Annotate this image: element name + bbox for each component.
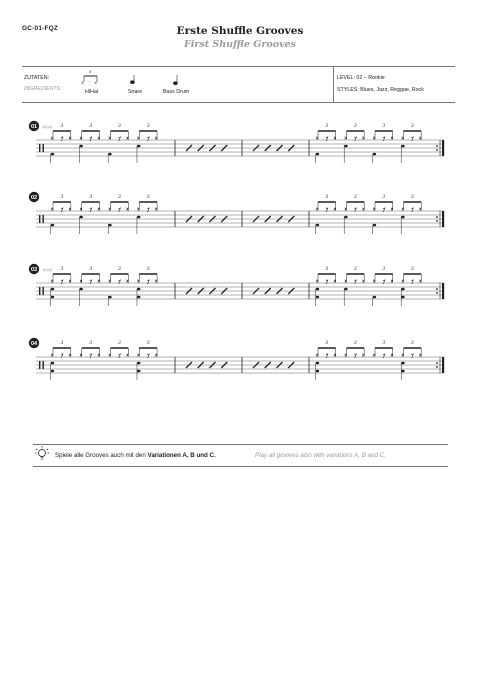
bass-drum-note [373,296,377,299]
snare-note-icon [131,75,135,83]
triplet-number: 3 [410,124,414,129]
tip-text-en: Play all grooves also with variations A, B and C. [255,452,386,459]
triplet-rest [354,137,356,142]
snare-note [316,362,320,365]
hihat-shuffle-figure-icon [82,69,98,85]
triplet-rest [61,208,63,213]
repeat-dot [50,269,52,271]
triplet-number: 3 [60,341,64,346]
triplet-number: 3 [325,341,329,346]
repeat-dot [436,145,438,147]
triplet-rest [354,208,356,213]
snare-note [344,216,348,219]
triplet-number: 3 [146,267,150,272]
triplet-rest [118,280,120,285]
triplet-rest [147,208,149,213]
triplet-rest [118,208,120,213]
final-barline [442,211,444,227]
groove-number: 01 [30,124,38,130]
lightbulb-icon [35,446,49,459]
svg-text:·: · [89,79,91,85]
triplet-rest [147,354,149,359]
triplet-number: 3 [117,267,121,272]
triplet-number: 3 [89,341,93,346]
triplet-rest [118,137,120,142]
ingredient-bass-drum: Bass Drum [163,89,190,95]
snare-note [79,288,83,291]
percussion-clef [43,361,44,369]
triplet-rest [383,208,385,213]
groove-04 [29,338,444,380]
triplet-number: 3 [146,124,150,129]
triplet-number: 3 [60,267,64,272]
level-text: LEVEL: 02 – Rookie [337,75,385,81]
triplet-number: 3 [325,267,329,272]
bass-drum-note [316,224,320,227]
triplet-number: 3 [410,267,414,272]
bass-drum-note-icon [174,75,178,84]
triplet-number: 3 [410,195,414,200]
final-barline [442,140,444,156]
triplet-rest [61,137,63,142]
triplet-rest [147,137,149,142]
svg-text:x: x [94,80,97,85]
percussion-clef [39,287,40,295]
bass-drum-note [137,296,141,299]
snare-note [401,145,405,148]
snare-note [137,216,141,219]
triplet-rest [90,137,92,142]
triplet-number: 3 [353,267,357,272]
bass-drum-note [316,153,320,156]
snare-note [344,288,348,291]
repeat-dot [436,366,438,368]
snare-note [79,145,83,148]
snare-note [344,145,348,148]
triplet-rest [326,137,328,142]
triplet-number: 3 [60,124,64,129]
groove-number: 02 [30,195,38,201]
bass-drum-note [137,370,141,373]
triplet-number: 3 [146,195,150,200]
percussion-clef [39,215,40,223]
repeat-dot [46,126,48,128]
triplet-rest [90,280,92,285]
triplet-rest [118,354,120,359]
triplet-rest [411,137,413,142]
triplet-number: 3 [89,267,93,272]
snare-note [79,216,83,219]
triplet-number: 3 [353,341,357,346]
triplet-rest [354,280,356,285]
page-subtitle: First Shuffle Grooves [183,39,297,50]
ingredients-label: ZUTATEN: [24,75,50,81]
triplet-rest [383,137,385,142]
repeat-dot [46,269,48,271]
triplet-number: 3 [89,195,93,200]
triplet-rest [326,280,328,285]
triplet-rest [383,280,385,285]
triplet-number: 3 [89,124,93,129]
repeat-dot [436,149,438,151]
snare-note [401,362,405,365]
ingredients-label-en: INGREDIENTS: [24,86,62,92]
triplet-number: 3 [382,124,386,129]
triplet-rest [411,280,413,285]
triplet-rest [326,354,328,359]
groove-number: 04 [30,341,38,347]
triplet-rest [383,354,385,359]
repeat-dot [43,269,45,271]
bass-drum-note [51,224,55,227]
percussion-clef [43,287,44,295]
snare-note [401,216,405,219]
repeat-dot [50,126,52,128]
bass-drum-note [401,370,405,373]
repeat-dot [436,220,438,222]
triplet-number: 3 [117,341,121,346]
triplet-rest [354,354,356,359]
styles-text: STYLES: Blues, Jazz, Reggae, Rock [337,87,424,93]
snare-note [51,362,55,365]
final-barline [442,357,444,373]
bass-drum-note [401,296,405,299]
percussion-clef [39,144,40,152]
tip-text-de: Spiele alle Grooves auch mit den Variationen A, B und C. [55,452,216,459]
final-barline [442,283,444,299]
triplet-number: 3 [117,195,121,200]
bass-drum-note [373,224,377,227]
snare-note [401,288,405,291]
triplet-number: 3 [382,195,386,200]
triplet-rest [326,208,328,213]
triplet-number: 3 [325,124,329,129]
percussion-clef [43,144,44,152]
triplet-number: 3 [382,267,386,272]
triplet-rest [90,208,92,213]
page-title: Erste Shuffle Grooves [176,25,304,37]
groove-02 [29,192,444,234]
triplet-number: 3 [60,195,64,200]
triplet-rest [61,280,63,285]
svg-text:x: x [81,80,84,85]
bass-drum-note [108,296,112,299]
bass-drum-note [373,153,377,156]
bass-drum-note [108,224,112,227]
triplet-number: 3 [146,341,150,346]
percussion-clef [39,361,40,369]
snare-note [316,288,320,291]
bass-drum-note [51,370,55,373]
triplet-rest [61,354,63,359]
repeat-dot [436,288,438,290]
ingredient-snare: Snare [128,89,143,95]
triplet-rest [411,354,413,359]
bass-drum-note [316,296,320,299]
repeat-dot [436,362,438,364]
document-code: GC-01-FQZ [22,25,59,32]
repeat-dot [43,126,45,128]
triplet-number: 3 [353,124,357,129]
triplet-number: 3 [382,341,386,346]
bass-drum-note [108,153,112,156]
triplet-number: 3 [325,195,329,200]
svg-text:3: 3 [89,69,92,74]
triplet-number: 3 [353,195,357,200]
bass-drum-note [51,296,55,299]
repeat-dot [436,292,438,294]
snare-note [51,288,55,291]
snare-note [137,288,141,291]
bass-drum-note [51,153,55,156]
ingredient-hihat: HiHat [85,89,99,95]
percussion-clef [43,215,44,223]
snare-note [137,362,141,365]
groove-number: 03 [30,267,38,273]
triplet-rest [90,354,92,359]
triplet-rest [411,208,413,213]
snare-note [137,145,141,148]
groove-01 [29,121,444,163]
repeat-dot [436,216,438,218]
bass-drum-note [316,370,320,373]
triplet-number: 3 [410,341,414,346]
triplet-number: 3 [117,124,121,129]
groove-03 [29,264,444,306]
triplet-rest [147,280,149,285]
